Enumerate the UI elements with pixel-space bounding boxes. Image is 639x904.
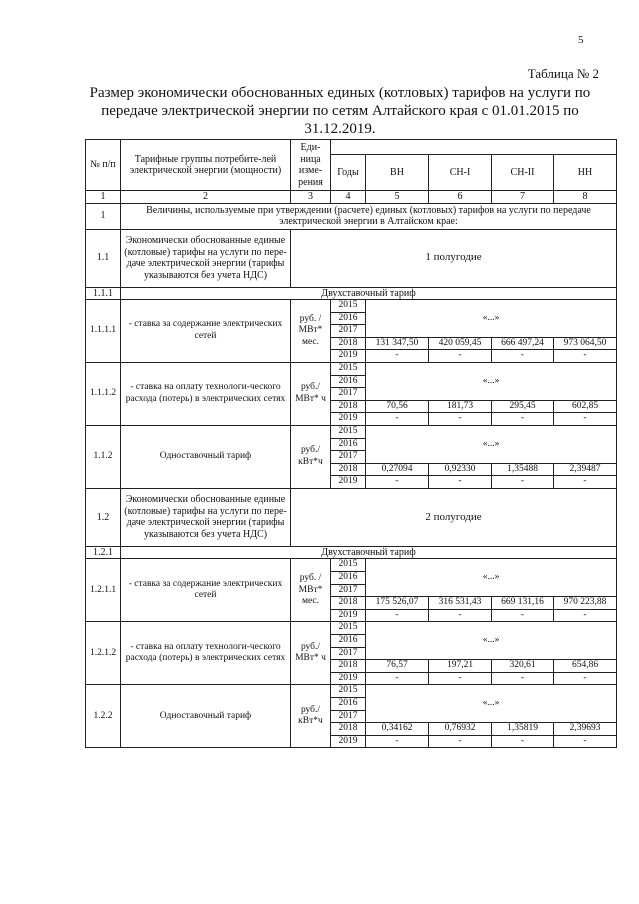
year-cell: 2015	[331, 362, 366, 375]
section-text: Величины, используемые при утверждении (расчете) единых (котловых) тарифов на услуги по передаче электрической энергии в Алтайском крае:	[121, 203, 617, 229]
value-cell: 197,21	[429, 660, 492, 673]
header-sn2: СН-II	[492, 155, 554, 191]
value-cell: -	[492, 350, 554, 363]
column-number: 3	[291, 191, 331, 204]
column-number: 5	[366, 191, 429, 204]
value-cell: 70,56	[366, 400, 429, 413]
value-cell: 1,35819	[492, 723, 554, 736]
two-part-row	[86, 287, 617, 300]
value-cell: 2,39487	[554, 463, 617, 476]
value-cell: 316 531,43	[429, 597, 492, 610]
block-text: Экономически обоснованные единые (котловые) тарифы на услуги по пере-даче электрической энергии (тарифы указываются без учета НДС)	[121, 488, 291, 546]
value-cell: -	[429, 735, 492, 748]
block-num: 1.2	[86, 488, 121, 546]
header-group: Тарифные группы потребите-лей электрической энергии (мощности)	[121, 140, 291, 191]
value-cell: -	[554, 735, 617, 748]
value-cell: -	[492, 735, 554, 748]
block-text: Экономически обоснованные единые (котловые) тарифы на услуги по пере-даче электрической энергии (тарифы указываются без учета НДС)	[121, 229, 291, 287]
header-years: Годы	[331, 155, 366, 191]
value-cell: 654,86	[554, 660, 617, 673]
value-cell: -	[429, 609, 492, 622]
ellipsis-cell: «...»	[366, 685, 617, 723]
year-cell: 2016	[331, 438, 366, 451]
value-cell: 666 497,24	[492, 337, 554, 350]
year-cell: 2018	[331, 597, 366, 610]
block-num: 1.1	[86, 229, 121, 287]
value-cell: -	[429, 413, 492, 426]
tariff-row-1-1-1-1	[86, 300, 617, 313]
value-cell: 970 223,88	[554, 597, 617, 610]
row-name: - ставка на оплату технологи-ческого расхода (потерь) в электрических сетях	[121, 362, 291, 425]
ellipsis-cell: «...»	[366, 425, 617, 463]
block-row	[86, 488, 617, 546]
tariff-row-1-2-2	[86, 685, 617, 698]
year-cell: 2019	[331, 735, 366, 748]
value-cell: -	[366, 735, 429, 748]
year-cell: 2015	[331, 622, 366, 635]
value-cell: 320,61	[492, 660, 554, 673]
year-cell: 2019	[331, 476, 366, 489]
value-cell: -	[429, 350, 492, 363]
column-number: 2	[121, 191, 291, 204]
column-number: 8	[554, 191, 617, 204]
year-cell: 2018	[331, 723, 366, 736]
value-cell: 0,76932	[429, 723, 492, 736]
value-cell: 2,39693	[554, 723, 617, 736]
year-cell: 2015	[331, 685, 366, 698]
header-unit: Еди-ница изме-рения	[291, 140, 331, 191]
year-cell: 2019	[331, 413, 366, 426]
ellipsis-cell: «...»	[366, 559, 617, 597]
value-cell: 0,34162	[366, 723, 429, 736]
row-num: 1.1.1.2	[86, 362, 121, 425]
section-num: 1	[86, 203, 121, 229]
row-name: - ставка за содержание электрических сетей	[121, 559, 291, 622]
year-cell: 2017	[331, 710, 366, 723]
value-cell: -	[429, 476, 492, 489]
year-cell: 2017	[331, 388, 366, 401]
value-cell: 602,85	[554, 400, 617, 413]
row-num: 1.2.2	[86, 685, 121, 748]
value-cell: -	[492, 609, 554, 622]
row-num: 1.1.2	[86, 425, 121, 488]
value-cell: -	[554, 413, 617, 426]
column-number-row	[86, 191, 617, 204]
two-part-label: Двухставочный тариф	[121, 546, 617, 559]
value-cell: -	[366, 350, 429, 363]
value-cell: 175 526,07	[366, 597, 429, 610]
document-title: Размер экономически обоснованных единых (котловых) тарифов на услуги по передаче электрической энергии по сетям Алтайского края с 01.01.2015 по 31.12.2019.	[89, 85, 591, 137]
year-cell: 2015	[331, 300, 366, 313]
two-part-num: 1.1.1	[86, 287, 121, 300]
value-cell: -	[492, 413, 554, 426]
row-unit: руб./ МВт* ч	[291, 622, 331, 685]
year-cell: 2016	[331, 375, 366, 388]
year-cell: 2015	[331, 559, 366, 572]
section-row	[86, 203, 617, 229]
value-cell: 295,45	[492, 400, 554, 413]
value-cell: 131 347,50	[366, 337, 429, 350]
two-part-row	[86, 546, 617, 559]
value-cell: 76,57	[366, 660, 429, 673]
column-number: 1	[86, 191, 121, 204]
column-number: 4	[331, 191, 366, 204]
block-period: 1 полугодие	[291, 229, 617, 287]
tariff-row-1-1-2	[86, 425, 617, 438]
year-cell: 2017	[331, 647, 366, 660]
value-cell: -	[492, 672, 554, 685]
value-cell: -	[366, 476, 429, 489]
row-name: - ставка на оплату технологи-ческого расхода (потерь) в электрических сетях	[121, 622, 291, 685]
header-num: № п/п	[86, 140, 121, 191]
ellipsis-cell: «...»	[366, 300, 617, 338]
year-cell: 2018	[331, 400, 366, 413]
row-num: 1.1.1.1	[86, 300, 121, 363]
value-cell: 420 059,45	[429, 337, 492, 350]
row-unit: руб./ кВт*ч	[291, 685, 331, 748]
year-cell: 2017	[331, 584, 366, 597]
value-cell: -	[366, 413, 429, 426]
year-cell: 2019	[331, 609, 366, 622]
year-cell: 2017	[331, 325, 366, 338]
value-cell: -	[366, 609, 429, 622]
column-number: 7	[492, 191, 554, 204]
row-num: 1.2.1.1	[86, 559, 121, 622]
row-name: - ставка за содержание электрических сетей	[121, 300, 291, 363]
value-cell: -	[554, 476, 617, 489]
year-cell: 2019	[331, 350, 366, 363]
block-row	[86, 229, 617, 287]
year-cell: 2017	[331, 451, 366, 464]
value-cell: -	[554, 350, 617, 363]
row-unit: руб./ кВт*ч	[291, 425, 331, 488]
value-cell: 181,73	[429, 400, 492, 413]
header-vn: ВН	[366, 155, 429, 191]
value-cell: -	[554, 672, 617, 685]
value-cell: -	[554, 609, 617, 622]
header-nn: НН	[554, 155, 617, 191]
ellipsis-cell: «...»	[366, 362, 617, 400]
two-part-num: 1.2.1	[86, 546, 121, 559]
value-cell: 0,92330	[429, 463, 492, 476]
year-cell: 2018	[331, 660, 366, 673]
row-name: Одноставочный тариф	[121, 685, 291, 748]
tariff-row-1-2-1-2	[86, 622, 617, 635]
two-part-label: Двухставочный тариф	[121, 287, 617, 300]
value-cell: -	[366, 672, 429, 685]
value-cell: -	[429, 672, 492, 685]
value-cell: -	[492, 476, 554, 489]
year-cell: 2016	[331, 634, 366, 647]
value-cell: 973 064,50	[554, 337, 617, 350]
year-cell: 2019	[331, 672, 366, 685]
value-cell: 669 131,16	[492, 597, 554, 610]
page-number: 5	[578, 34, 584, 46]
table-label: Таблица № 2	[527, 66, 599, 81]
header-row	[86, 140, 617, 155]
value-cell: 1,35488	[492, 463, 554, 476]
tariff-row-1-2-1-1	[86, 559, 617, 572]
block-period: 2 полугодие	[291, 488, 617, 546]
header-sn1: СН-I	[429, 155, 492, 191]
header-blank	[331, 140, 617, 155]
tariff-row-1-1-1-2	[86, 362, 617, 375]
year-cell: 2018	[331, 337, 366, 350]
tariff-table	[85, 139, 617, 748]
column-number: 6	[429, 191, 492, 204]
row-unit: руб. /МВт* мес.	[291, 300, 331, 363]
row-num: 1.2.1.2	[86, 622, 121, 685]
year-cell: 2016	[331, 312, 366, 325]
year-cell: 2018	[331, 463, 366, 476]
row-unit: руб. /МВт* мес.	[291, 559, 331, 622]
row-unit: руб./ МВт* ч	[291, 362, 331, 425]
year-cell: 2016	[331, 572, 366, 585]
year-cell: 2016	[331, 697, 366, 710]
row-name: Одноставочный тариф	[121, 425, 291, 488]
ellipsis-cell: «...»	[366, 622, 617, 660]
year-cell: 2015	[331, 425, 366, 438]
value-cell: 0,27094	[366, 463, 429, 476]
